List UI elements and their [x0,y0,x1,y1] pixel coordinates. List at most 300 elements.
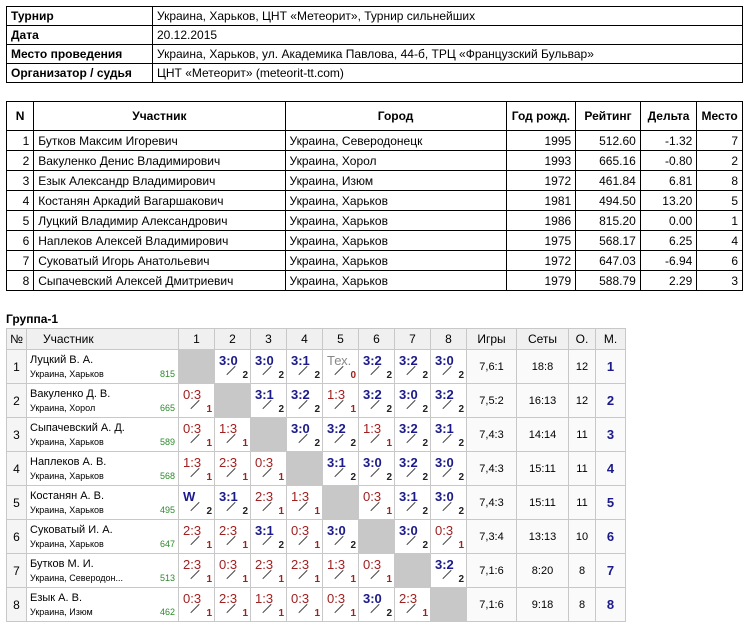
match-result [215,453,250,484]
match-result-cell [395,350,431,384]
match-score: 2:3 [255,489,274,504]
match-score: 3:2 [399,455,418,470]
match-score: 3:0 [219,353,238,368]
match-result [251,453,286,484]
self-cell [323,486,359,520]
match-result-cell [359,486,395,520]
match-result [179,555,214,586]
cell-participant: Езык Александр Владимирович [34,171,285,191]
player-meta [30,436,175,448]
match-result [287,385,322,416]
cell-city: Украина, Изюм [285,171,506,191]
match-result [431,521,466,552]
match-result [287,487,322,518]
participant-row [7,251,743,271]
group-row-number: 8 [7,588,27,622]
group-col-header: Игры [467,329,517,350]
player-city: Украина, Харьков [30,504,104,515]
match-points: 2 [458,438,464,449]
match-result [395,487,430,518]
cell-rating: 665.16 [576,151,641,171]
cell-n: 7 [7,251,34,271]
match-result-cell [287,384,323,418]
group-place: 5 [596,486,626,520]
group-row-number: 7 [7,554,27,588]
group-games: 7,1:6 [467,588,517,622]
player-rating: 568 [159,470,175,481]
group-col-header: 5 [323,329,359,350]
match-result-cell [215,452,251,486]
match-points: 2 [386,370,392,381]
group-place: 6 [596,520,626,554]
match-result-cell [359,384,395,418]
player-rating: 495 [159,504,175,515]
info-label: Дата [7,26,153,45]
self-cell [251,418,287,452]
match-result-cell [395,486,431,520]
group-points: 10 [569,520,596,554]
match-result [359,385,394,416]
group-row [7,588,626,622]
group-col-header: Сеты [517,329,569,350]
match-points: 1 [314,506,320,517]
group-row [7,554,626,588]
cell-city: Украина, Харьков [285,231,506,251]
match-points: 1 [206,404,212,415]
match-result [431,419,466,450]
match-score: 3:0 [399,387,418,402]
match-points: 1 [314,574,320,585]
player-meta [30,606,175,618]
match-result-cell [179,486,215,520]
match-score: 3:2 [435,557,454,572]
cell-rating: 461.84 [576,171,641,191]
match-result-cell [431,554,467,588]
cell-participant: Суковатый Игорь Анатольевич [34,251,285,271]
group-row [7,520,626,554]
match-points: 2 [458,404,464,415]
match-result-cell [251,520,287,554]
info-value: 20.12.2015 [153,26,743,45]
player-name: Наплеков А. В. [30,455,107,468]
participants-body [7,131,743,291]
match-result [287,589,322,620]
cell-participant: Наплеков Алексей Владимирович [34,231,285,251]
match-score: 0:3 [363,557,382,572]
col-header-n: N [7,102,34,131]
match-result [215,351,250,382]
match-score: 3:1 [435,421,454,436]
cell-n: 5 [7,211,34,231]
cell-n: 6 [7,231,34,251]
player-rating: 462 [159,606,175,617]
match-score: 3:0 [435,455,454,470]
match-result-cell [251,350,287,384]
cell-city: Украина, Харьков [285,191,506,211]
match-points: 1 [206,608,212,619]
self-cell [215,384,251,418]
player-city: Украина, Харьков [30,436,104,447]
participant-row [7,171,743,191]
player-name: Суковатый И. А. [30,523,113,536]
match-result-cell [431,418,467,452]
match-points: 1 [314,608,320,619]
match-score: 1:3 [327,387,346,402]
cell-n: 8 [7,271,34,291]
match-result-cell [179,418,215,452]
match-points: 1 [242,608,248,619]
match-score: 2:3 [291,557,310,572]
cell-city: Украина, Хорол [285,151,506,171]
match-result [323,453,358,484]
cell-delta: -6.94 [640,251,697,271]
group-results-table [6,328,626,622]
group-place: 7 [596,554,626,588]
match-points: 1 [350,404,356,415]
player-meta [30,402,175,414]
cell-delta: -1.32 [640,131,697,151]
match-score: 1:3 [291,489,310,504]
participant-row [7,191,743,211]
self-cell [395,554,431,588]
player-rating: 647 [159,538,175,549]
group-col-header: М. [596,329,626,350]
group-points: 8 [569,588,596,622]
match-result-cell [431,486,467,520]
match-score: 1:3 [219,421,238,436]
match-result-cell [251,554,287,588]
match-result-cell [323,588,359,622]
group-row-number: 6 [7,520,27,554]
group-row-number: 1 [7,350,27,384]
match-result-cell [323,554,359,588]
group-player-cell [27,486,179,520]
match-score: 3:0 [363,591,382,606]
match-points: 2 [422,370,428,381]
group-sets: 14:14 [517,418,569,452]
info-label: Организатор / судья [7,64,153,83]
info-label: Место проведения [7,45,153,64]
match-score: 3:2 [399,353,418,368]
match-result [323,351,358,382]
group-player-cell [27,520,179,554]
cell-place: 5 [697,191,743,211]
participant-row [7,151,743,171]
match-result [431,385,466,416]
group-points: 8 [569,554,596,588]
match-result [359,555,394,586]
match-points: 2 [314,404,320,415]
match-points: 1 [206,540,212,551]
match-result-cell [179,520,215,554]
match-result-cell [431,520,467,554]
match-result [323,419,358,450]
group-games: 7,4:3 [467,486,517,520]
cell-birth-year: 1981 [506,191,576,211]
match-result [359,419,394,450]
match-result-cell [431,350,467,384]
match-points: 2 [350,472,356,483]
player-rating: 513 [159,572,175,583]
cell-n: 1 [7,131,34,151]
match-points: 2 [386,404,392,415]
match-result-cell [395,384,431,418]
match-points: 2 [458,472,464,483]
match-score: Тех. [327,353,352,368]
player-city: Украина, Харьков [30,538,104,549]
match-result [179,385,214,416]
match-result [323,521,358,552]
cell-participant: Костанян Аркадий Вагаршакович [34,191,285,211]
match-score: 2:3 [399,591,418,606]
cell-delta: -0.80 [640,151,697,171]
match-result-cell [323,520,359,554]
self-cell [431,588,467,622]
match-points: 1 [206,472,212,483]
match-points: 2 [206,506,212,517]
cell-n: 4 [7,191,34,211]
match-score: 3:0 [435,353,454,368]
player-city: Украина, Харьков [30,470,104,481]
match-points: 1 [278,608,284,619]
group-col-header: 3 [251,329,287,350]
match-points: 0 [350,370,356,381]
match-points: 2 [458,370,464,381]
match-result [179,453,214,484]
participants-header-row [7,102,743,131]
cell-city: Украина, Харьков [285,271,506,291]
match-result-cell [287,588,323,622]
match-points: 2 [242,370,248,381]
match-result-cell [359,452,395,486]
match-points: 1 [206,574,212,585]
match-result [215,419,250,450]
match-result [287,419,322,450]
info-row-date [7,26,743,45]
participant-row [7,211,743,231]
match-result-cell [323,350,359,384]
info-row-organizer [7,64,743,83]
match-score: 2:3 [183,557,202,572]
group-col-header: Участник [27,329,179,350]
match-score: 3:1 [255,387,274,402]
match-points: 2 [278,540,284,551]
match-score: 3:1 [399,489,418,504]
group-body [7,350,626,622]
match-score: 1:3 [255,591,274,606]
match-score: 1:3 [183,455,202,470]
match-result-cell [323,452,359,486]
match-points: 1 [278,472,284,483]
player-meta [30,368,175,380]
match-result-cell [359,418,395,452]
cell-place: 7 [697,131,743,151]
match-result-cell [359,350,395,384]
player-name: Костанян А. В. [30,489,105,502]
match-result-cell [179,452,215,486]
match-score: 2:3 [255,557,274,572]
match-result-cell [179,588,215,622]
match-result [359,453,394,484]
match-score: 0:3 [183,421,202,436]
group-games: 7,4:3 [467,452,517,486]
participant-row [7,231,743,251]
cell-place: 8 [697,171,743,191]
match-points: 1 [422,608,428,619]
group-sets: 15:11 [517,452,569,486]
group-place: 8 [596,588,626,622]
group-sets: 15:11 [517,486,569,520]
group-player-cell [27,452,179,486]
match-result [431,453,466,484]
match-points: 1 [278,506,284,517]
match-result [431,555,466,586]
match-score: 0:3 [183,591,202,606]
info-row-tournament [7,7,743,26]
match-result [287,555,322,586]
group-col-header: 6 [359,329,395,350]
match-points: 2 [350,438,356,449]
match-result [215,487,250,518]
match-points: 2 [422,540,428,551]
participant-row [7,271,743,291]
match-score: 3:2 [363,387,382,402]
group-row [7,452,626,486]
match-score: 0:3 [435,523,454,538]
group-player-cell [27,350,179,384]
col-header-city: Город [285,102,506,131]
group-col-header: 2 [215,329,251,350]
match-points: 2 [422,506,428,517]
player-city: Украина, Северодон... [30,572,123,583]
cell-participant: Сыпачевский Алексей Дмитриевич [34,271,285,291]
match-result [251,589,286,620]
group-col-header: № [7,329,27,350]
group-col-header: О. [569,329,596,350]
group-sets: 13:13 [517,520,569,554]
match-result [179,589,214,620]
cell-rating: 647.03 [576,251,641,271]
match-points: 2 [422,438,428,449]
cell-city: Украина, Харьков [285,251,506,271]
match-result [251,487,286,518]
match-score: W [183,489,196,504]
group-player-cell [27,384,179,418]
player-city: Украина, Харьков [30,368,104,379]
match-result [431,487,466,518]
match-result-cell [179,554,215,588]
match-points: 2 [314,438,320,449]
player-meta [30,470,175,482]
match-points: 2 [458,574,464,585]
match-score: 2:3 [219,591,238,606]
match-score: 3:1 [327,455,346,470]
group-title: Группа-1 [6,312,59,326]
group-games: 7,3:4 [467,520,517,554]
match-result [395,589,430,620]
match-result [251,521,286,552]
self-cell [287,452,323,486]
match-result-cell [251,486,287,520]
match-result-cell [215,520,251,554]
cell-rating: 494.50 [576,191,641,211]
cell-birth-year: 1972 [506,171,576,191]
cell-participant: Бутков Максим Игоревич [34,131,285,151]
self-cell [179,350,215,384]
group-points: 11 [569,418,596,452]
match-result [395,419,430,450]
group-points: 12 [569,384,596,418]
match-points: 2 [278,404,284,415]
match-result [251,385,286,416]
match-result-cell [215,418,251,452]
match-result-cell [251,452,287,486]
group-col-header: 4 [287,329,323,350]
match-score: 1:3 [363,421,382,436]
cell-n: 3 [7,171,34,191]
cell-rating: 815.20 [576,211,641,231]
match-score: 0:3 [183,387,202,402]
match-result [395,385,430,416]
match-score: 0:3 [327,591,346,606]
match-result [359,351,394,382]
match-score: 3:0 [255,353,274,368]
cell-n: 2 [7,151,34,171]
match-score: 3:0 [435,489,454,504]
match-points: 2 [422,472,428,483]
player-name: Сыпачевский А. Д. [30,421,125,434]
group-row [7,418,626,452]
match-score: 2:3 [219,455,238,470]
player-name: Езык А. В. [30,591,82,604]
group-row-number: 4 [7,452,27,486]
player-name: Луцкий В. А. [30,353,94,366]
match-score: 2:3 [183,523,202,538]
cell-birth-year: 1975 [506,231,576,251]
col-header-place: Место [697,102,743,131]
group-place: 4 [596,452,626,486]
group-row-number: 5 [7,486,27,520]
group-points: 11 [569,452,596,486]
match-result-cell [431,452,467,486]
group-place: 2 [596,384,626,418]
participant-row [7,131,743,151]
group-row [7,486,626,520]
group-player-cell [27,588,179,622]
group-sets: 8:20 [517,554,569,588]
match-result [395,453,430,484]
match-score: 3:2 [363,353,382,368]
col-header-participant: Участник [34,102,285,131]
match-score: 3:1 [219,489,238,504]
match-points: 1 [386,574,392,585]
match-score: 0:3 [255,455,274,470]
match-points: 1 [458,540,464,551]
cell-place: 1 [697,211,743,231]
group-header-row [7,329,626,350]
player-rating: 665 [159,402,175,413]
match-result-cell [395,452,431,486]
match-points: 2 [242,506,248,517]
cell-delta: 6.25 [640,231,697,251]
match-score: 0:3 [219,557,238,572]
group-games: 7,6:1 [467,350,517,384]
match-points: 2 [350,540,356,551]
match-result [395,521,430,552]
match-score: 0:3 [363,489,382,504]
player-meta [30,504,175,516]
match-score: 0:3 [291,523,310,538]
